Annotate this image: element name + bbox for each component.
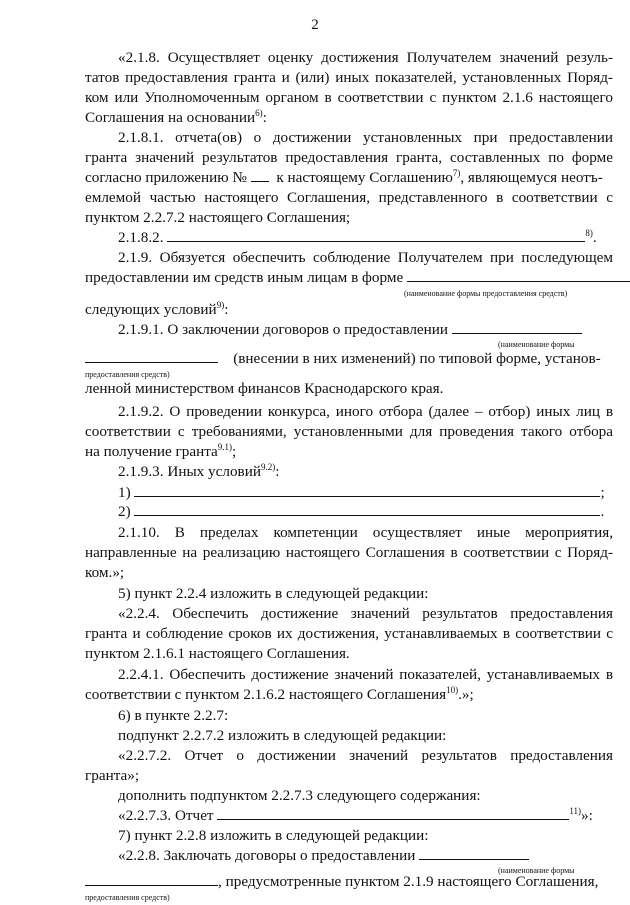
text-line: татов предоставления гранта и (или) иных показателей, установленных Поряд-	[85, 69, 613, 86]
text-line: 2.2.4.1. Обеспечить достижение значений показателей, устанавливаемых в	[118, 666, 613, 683]
text-line: 2.1.8.1. отчета(ов) о достижении установленных при предоставлении	[118, 129, 613, 146]
text-line: ком или Уполномоченным органом в соответствии с пунктом 2.1.6 настоящего	[85, 89, 613, 106]
text-line: 2) .	[118, 503, 605, 520]
page-number: 2	[311, 17, 319, 33]
text-line: 2.1.9. Обязуется обеспечить соблюдение Получателем при последующем	[118, 249, 613, 266]
text-line: 2.1.9.1. О заключении договоров о предоставлении	[118, 321, 582, 339]
text-line: гранта и соблюдение сроков их достижения, устанавливаемых в соответствии с	[85, 625, 613, 642]
text-line: (внесении в них изменений) по типовой форме, установ-	[85, 350, 601, 368]
text-line: 1) ;	[118, 484, 605, 501]
text-line: 6) в пункте 2.2.7:	[118, 707, 229, 724]
text-line: емлемой частью настоящего Соглашения, представленного в соответствии с	[85, 189, 613, 206]
text-line: 2.1.10. В пределах компетенции осуществляет иные мероприятия,	[118, 524, 613, 541]
text-line: гранта»;	[85, 767, 140, 784]
text-line: пунктом 2.1.6.1 настоящего Соглашения.	[85, 645, 350, 662]
text-line: «2.1.8. Осуществляет оценку достижения Получателем значений резуль-	[118, 49, 613, 66]
text-line: на получение гранта$^{9.1)}$;	[85, 442, 237, 460]
text-line: 7) пункт 2.2.8 изложить в следующей редакции:	[118, 827, 429, 844]
text-line: предоставлении им средств иным лицам в форме	[85, 269, 630, 287]
text-line: «2.2.7.3. Отчет $^{11)}$»:	[118, 806, 593, 824]
text-line: подпункт 2.2.7.2 изложить в следующей редакции:	[118, 727, 447, 744]
text-line: соответствии с требованиями, установленными для проведения такого отбора	[85, 423, 613, 440]
text-line: гранта значений результатов предоставления гранта, составленных по форме	[85, 149, 613, 166]
text-line: «2.2.8. Заключать договоры о предоставлении	[118, 847, 529, 865]
caption: предоставления средств)	[85, 370, 170, 379]
text-line: следующих условий$^{9)}$:	[85, 300, 229, 318]
caption: (наименование формы	[498, 866, 575, 875]
text-line: ленной министерством финансов Краснодарского края.	[85, 380, 444, 397]
text-line: соответствии с пунктом 2.1.6.2 настоящего Соглашения$^{10)}$.»;	[85, 685, 474, 703]
text-line: направленные на реализацию настоящего Соглашения в соответствии с Поряд-	[85, 544, 613, 561]
text-line: 2.1.9.3. Иных условий$^{9.2)}$:	[118, 462, 280, 480]
text-line: пунктом 2.2.7.2 настоящего Соглашения;	[85, 209, 351, 226]
text-line: 5) пункт 2.2.4 изложить в следующей редакции:	[118, 585, 429, 602]
caption: предоставления средств)	[85, 893, 170, 902]
caption: (наименование формы предоставления средств)	[404, 289, 568, 298]
caption: (наименование формы	[498, 340, 575, 349]
text-line: 2.1.9.2. О проведении конкурса, иного отбора (далее – отбор) иных лиц в	[118, 403, 613, 420]
text-line: согласно приложению № к настоящему Соглашению$^{7)}$, являющемуся неотъ-	[85, 168, 603, 186]
text-line: 2.1.8.2. $^{8)}$.	[118, 228, 597, 246]
text-line: «2.2.7.2. Отчет о достижении значений результатов предоставления	[118, 747, 613, 764]
text-line: Соглашения на основании$^{6)}$:	[85, 108, 267, 126]
text-line: «2.2.4. Обеспечить достижение значений результатов предоставления	[118, 605, 613, 622]
text-line: дополнить подпунктом 2.2.7.3 следующего содержания:	[118, 787, 481, 804]
text-line: , предусмотренные пунктом 2.1.9 настоящего Соглашения,	[85, 873, 598, 891]
text-line: ком.»;	[85, 564, 125, 581]
